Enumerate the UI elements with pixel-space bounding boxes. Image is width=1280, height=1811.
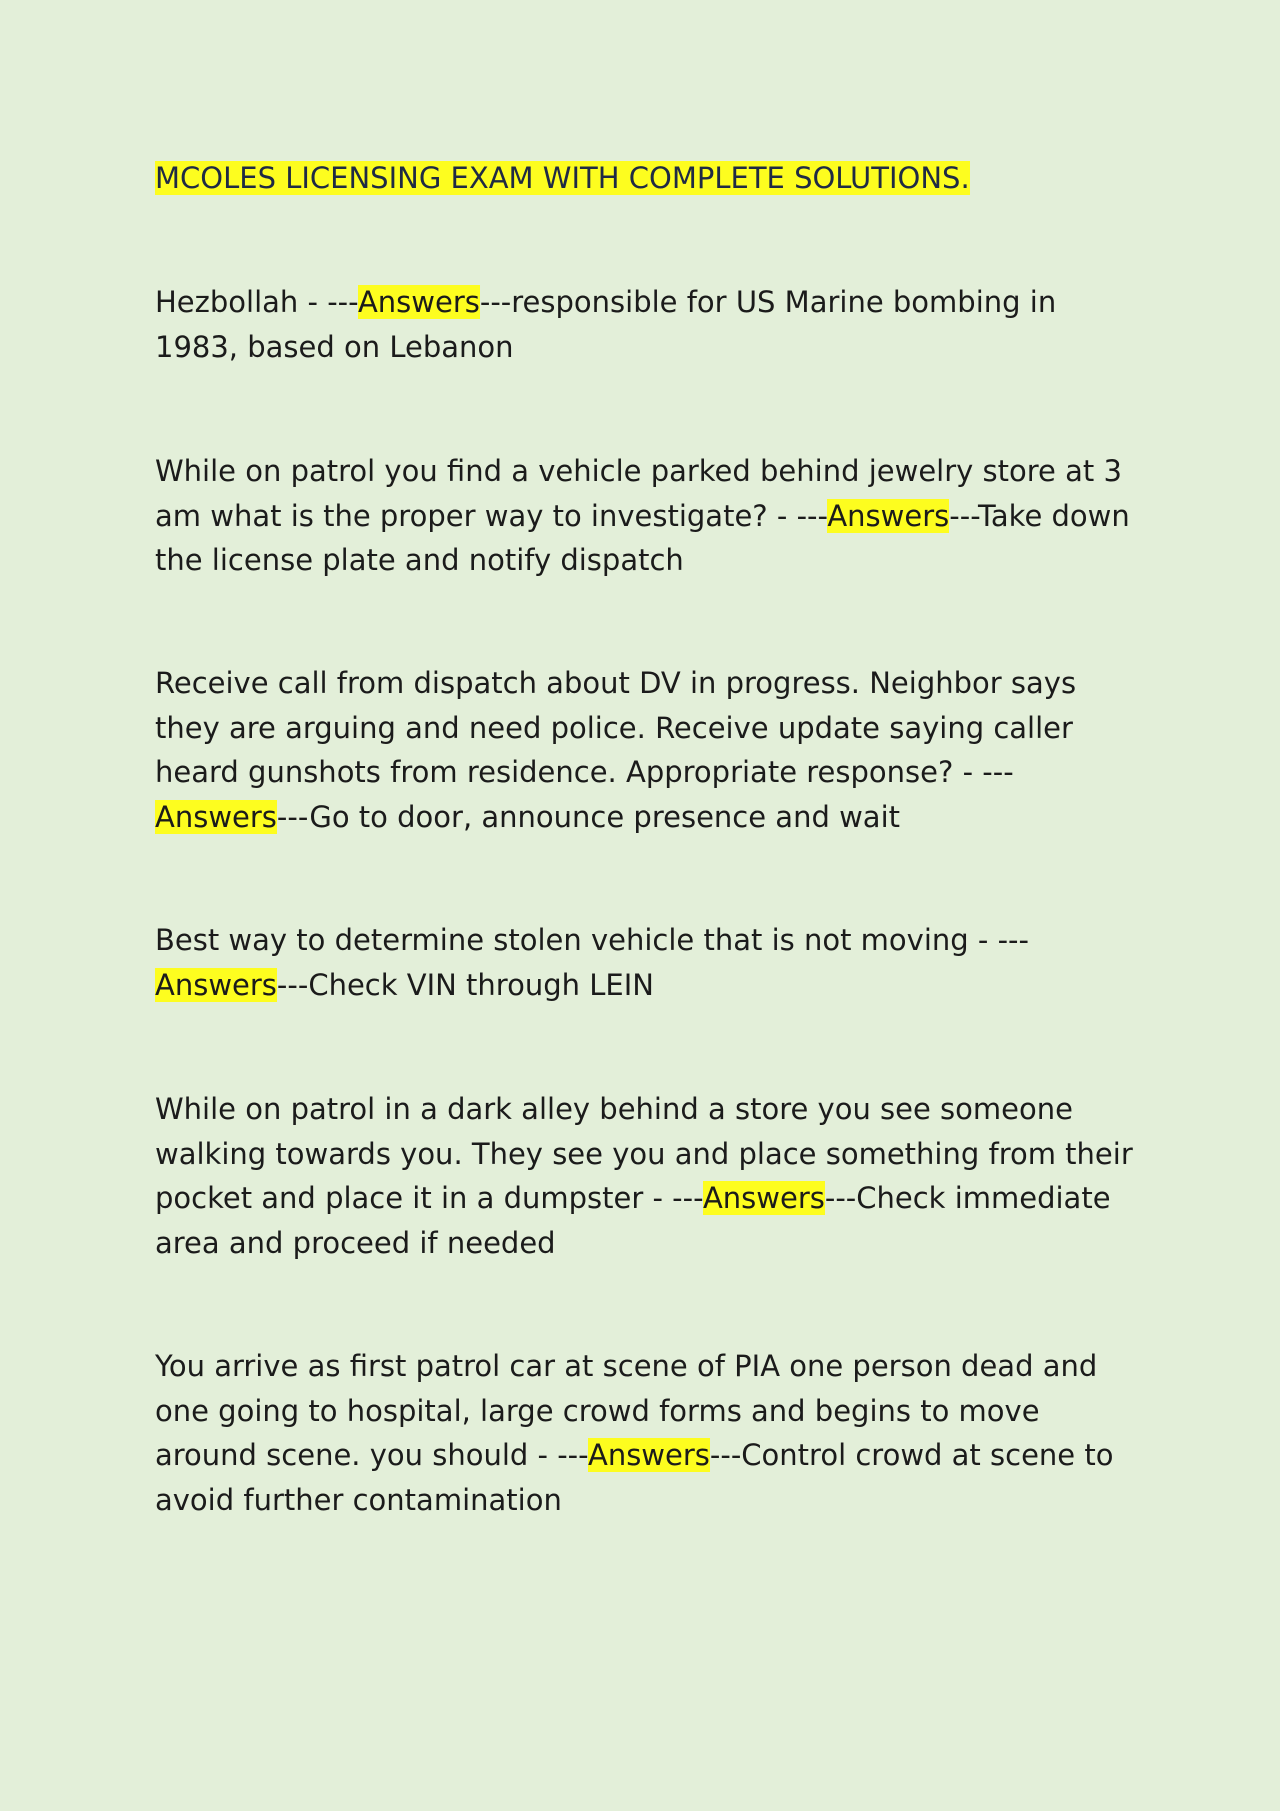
answer-marker: Answers — [702, 1181, 825, 1215]
answer-text: ---responsible for US Marine bombing in 1983, based on Lebanon — [155, 285, 1057, 364]
answer-text: ---Go to door, announce presence and wait — [276, 799, 900, 834]
document-title — [155, 158, 970, 198]
answer-marker: Answers — [827, 498, 950, 533]
question-text: Receive call from dispatch about DV in progress. Neighbor says they are arguing and need police. Receive update saying caller heard gunshots from residence. Appropriate response? - --- — [155, 666, 1077, 789]
answer-marker: Answers — [357, 285, 480, 319]
qa-item-2 — [155, 449, 1145, 583]
question-text: Hezbollah - --- — [155, 285, 358, 319]
question-text: While on patrol in a dark alley behind a store you see someone walking towards you. They see you and place something from their pocket and place it in a dumpster - --- — [155, 1092, 1133, 1215]
title-highlight: MCOLES LICENSING EXAM WITH COMPLETE SOLUTIONS. — [155, 161, 970, 195]
question-text: You arrive as first patrol car at scene of PIA one person dead and one going to hospital, large crowd forms and begins to move around scene. you should - --- — [155, 1349, 1098, 1472]
answer-text: ---Take down the license plate and notify dispatch — [155, 498, 1130, 577]
qa-item-6 — [155, 1344, 1145, 1522]
answer-text: ---Control crowd at scene to avoid further contamination — [155, 1438, 1114, 1517]
answer-text: ---Check immediate area and proceed if needed — [155, 1181, 1111, 1260]
qa-item-1 — [155, 280, 1145, 369]
answer-text: ---Check VIN through LEIN — [276, 967, 654, 1002]
qa-item-5 — [155, 1087, 1145, 1265]
answer-marker: Answers — [155, 799, 277, 834]
question-text: Best way to determine stolen vehicle that is not moving - --- — [155, 923, 1029, 957]
qa-item-3 — [155, 661, 1145, 839]
question-text: While on patrol you find a vehicle parked behind jewelry store at 3 am what is the proper way to investigate? - --- — [155, 454, 1122, 533]
answer-marker: Answers — [587, 1438, 710, 1472]
answer-marker: Answers — [155, 967, 277, 1002]
qa-item-4 — [155, 918, 1145, 1007]
